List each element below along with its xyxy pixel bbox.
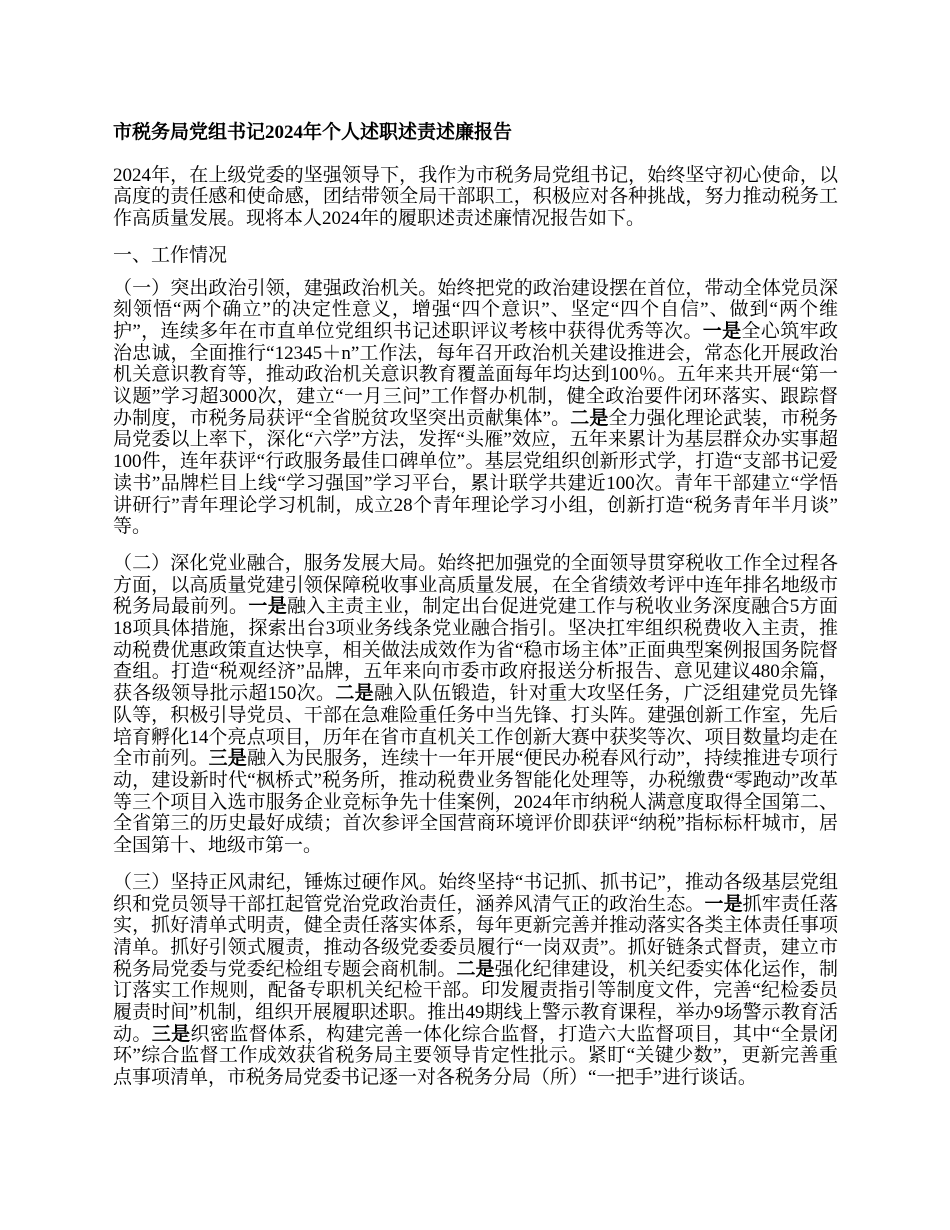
text-segment: 织密监督体系，构建完善一体化综合监督，打造六大监督项目，其中“全景闭环”综合监督工作成效获省税务局主要领导肯定性批示。紧盯“关键少数”，更新完善重点事项清单，市税务局党委书记逐一对各税务分局（所）“一把手”进行谈话。 — [113, 1023, 838, 1089]
section-heading-work-status: 一、工作情况 — [113, 244, 228, 266]
paragraph-political-leadership — [113, 278, 838, 538]
paragraph-party-business-integration — [113, 553, 838, 857]
text-segment: （一）突出政治引领，建强政治机关。始终把党的政治建设摆在首位，带动全体党员深刻领悟“两个确立”的决定性意义，增强“四个意识”、坚定“四个自信”、做到“两个维护”，连续多年在市直单位党组织书记述职评议考核中获得优秀等次。 — [113, 277, 838, 342]
text-segment: 强化纪律建设，机关纪委实体化运作，制订落实工作规则，配备专职机关纪检干部。印发履责指引等制度文件，完善“纪检委员履责时间”机制，组织开展履职述职。推出49期线上警示教育课程，举办9场警示教育活动。 — [113, 958, 838, 1045]
bold-marker-third: 三是 — [208, 748, 247, 770]
text-segment: 融入队伍锻造，针对重大攻坚任务，广泛组建党员先锋队等，积极引导党员、干部在急难险重任务中当先锋、打头阵。建强创新工作室，先后培育孵化14个亮点项目，历年在省市直机关工作创新大赛中获奖等次、项目数量均走在全市前列。 — [113, 683, 838, 770]
text-segment: 抓牢责任落实，抓好清单式明责，健全责任落实体系，每年更新完善并推动落实各类主体责任事项清单。抓好引领式履责，推动各级党委委员履行“一岗双责”。抓好链条式督责，建立市税务局党委与党委纪检组专题会商机制。 — [113, 893, 838, 980]
bold-marker-third: 三是 — [151, 1023, 191, 1045]
document-title: 市税务局党组书记2024年个人述职述责述廉报告 — [113, 122, 513, 143]
bold-marker-second: 二是 — [335, 683, 375, 705]
text-segment: （二）深化党业融合，服务发展大局。始终把加强党的全面领导贯穿税收工作全过程各方面，以高质量党建引领保障税收事业高质量发展，在全省绩效考评中连年排名地级市税务局最前列。 — [113, 552, 838, 618]
bold-marker-first: 一是 — [248, 596, 288, 618]
text-segment: 融入为民服务，连续十一年开展“便民办税春风行动”，持续推进专项行动，建设新时代“枫桥式”税务所，推动税费业务智能化处理等，办税缴费“零跑动”改革等三个项目入选市服务企业竞标争先十佳案例，2024年市纳税人满意度取得全国第二、全省第三的历史最好成绩；首次参评全国营商环境评价即获评“纳税”指标标杆城市，居全国第十、地级市第一。 — [113, 748, 838, 857]
paragraph-discipline-workstyle — [113, 872, 838, 1089]
text-segment: 融入主责主业，制定出台促进党建工作与税收业务深度融合5方面18项具体措施，探索出台3项业务线条党业融合指引。坚决扛牢组织税费收入主责，推动税费优惠政策直达快享，相关做法成效作为省“稳市场主体”正面典型案例报国务院督查组。打造“税观经济”品牌，五年来向市委市政府报送分析报告、意见建议480余篇，获各级领导批示超150次。 — [113, 596, 838, 705]
text-segment: 全力强化理论武装，市税务局党委以上率下，深化“六学”方法，发挥“头雁”效应，五年来累计为基层群众办实事超100件，连年获评“行政服务最佳口碑单位”。基层党组织创新形式学，打造“支部书记爱读书”品牌栏目上线“学习强国”学习平台，累计联学共建近100次。青年干部建立“学悟讲研行”青年理论学习机制，成立28个青年理论学习小组，创新打造“税务青年半月谈”等。 — [113, 407, 838, 538]
bold-marker-second: 二是 — [456, 958, 495, 980]
bold-marker-first: 一是 — [702, 320, 742, 342]
intro-paragraph: 2024年，在上级党委的坚强领导下，我作为市税务局党组书记，始终坚守初心使命，以高度的责任感和使命感，团结带领全局干部职工，积极应对各种挑战，努力推动税务工作高质量发展。现将本人2024年的履职述责述廉情况报告如下。 — [113, 164, 838, 230]
bold-marker-second: 二是 — [570, 407, 609, 429]
bold-marker-first: 一是 — [704, 893, 743, 915]
text-segment: 全心筑牢政治忠诚，全面推行“12345＋n”工作法，每年召开政治机关建设推进会，常态化开展政治机关意识教育等，推动政治机关意识教育覆盖面每年均达到100％。五年来共开展“第一议题”学习超3000次，建立“一月三问”工作督办机制，健全政治要件闭环落实、跟踪督办制度，市税务局获评“全省脱贫攻坚突出贡献集体”。 — [113, 320, 838, 429]
text-segment: （三）坚持正风肃纪，锤炼过硬作风。始终坚持“书记抓、抓书记”，推动各级基层党组织和党员领导干部扛起管党治党政治责任，涵养风清气正的政治生态。 — [113, 871, 838, 915]
